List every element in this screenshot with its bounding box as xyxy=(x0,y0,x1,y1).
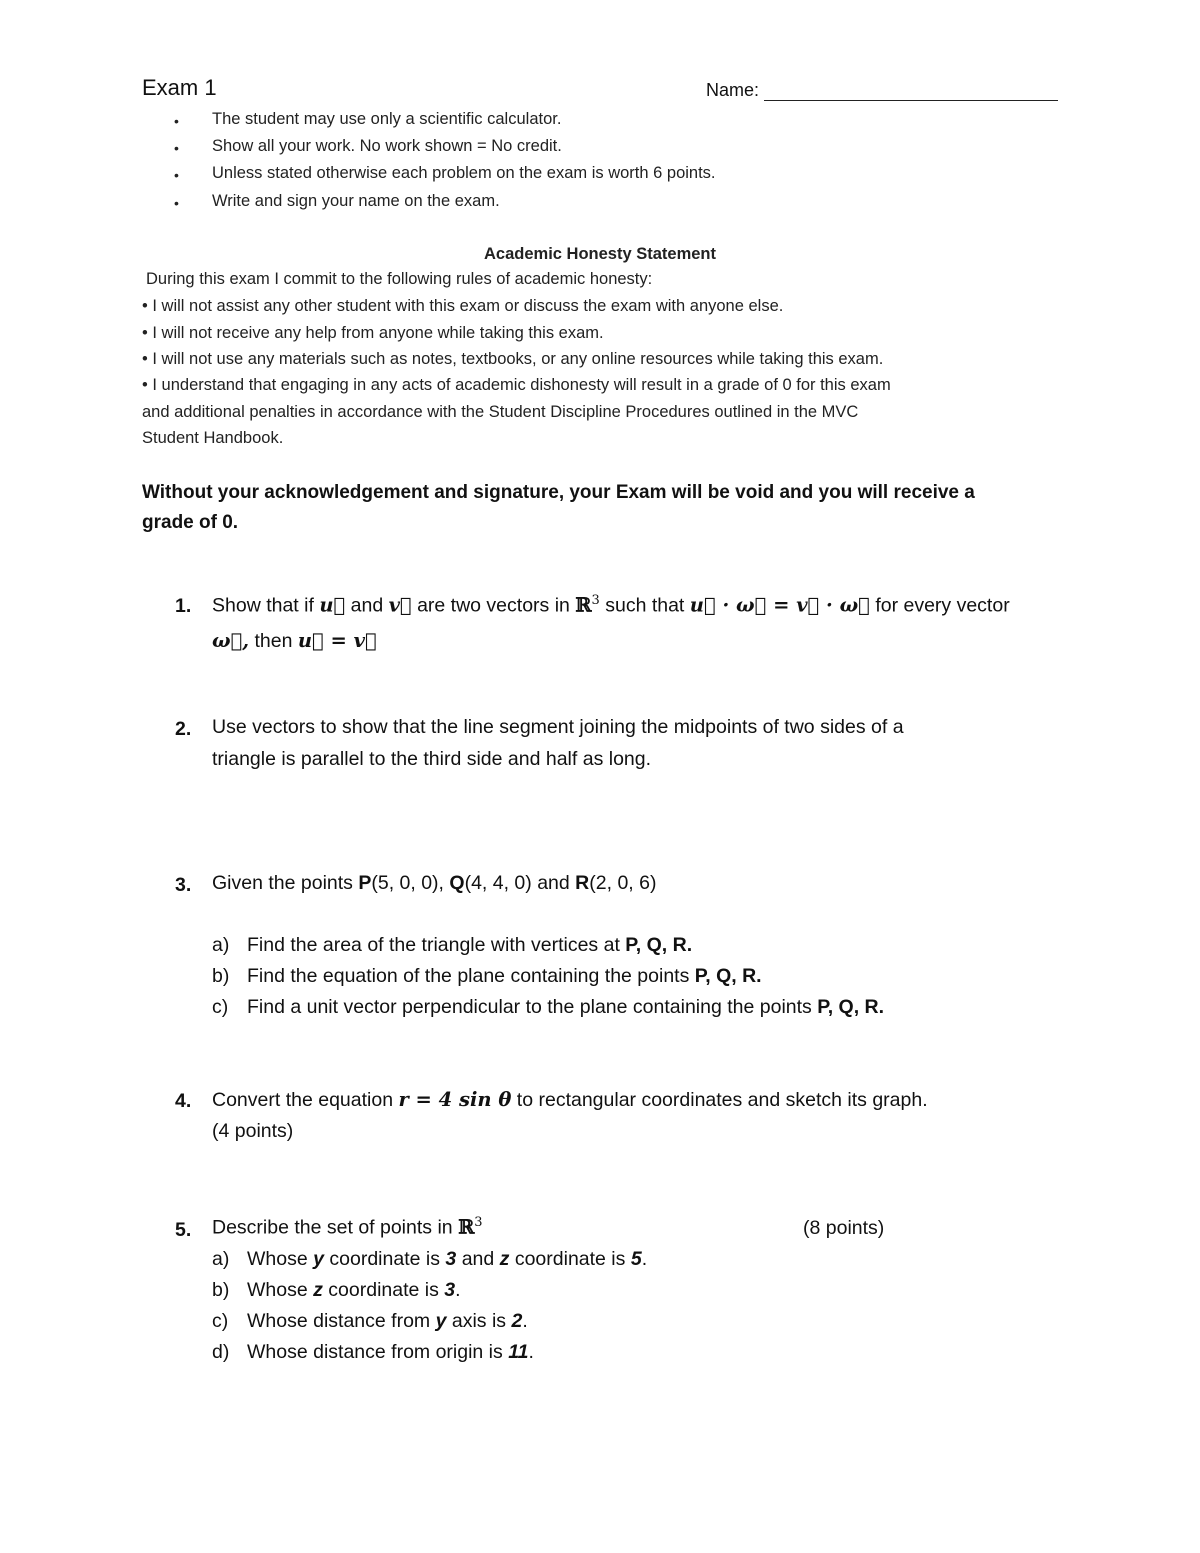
warning-line: grade of 0. xyxy=(142,512,239,533)
subpart-body: Find the equation of the plane containing the points xyxy=(247,965,690,987)
subpart-body: coordinate is xyxy=(514,1248,626,1270)
q3-text: Given the points xyxy=(212,872,353,894)
rule-item: Write and sign your name on the exam. xyxy=(212,192,500,210)
honesty-item-cont: and additional penalties in accordance with the Student Discipline Procedures outlined in the MVC xyxy=(142,403,859,421)
value: 3 xyxy=(445,1248,457,1270)
subpart-body: Find the area of the triangle with vertices at xyxy=(247,934,620,956)
q4-text: to rectangular coordinates and sketch its graph. xyxy=(516,1089,928,1111)
honesty-intro: During this exam I commit to the following rules of academic honesty: xyxy=(146,270,653,288)
q3-text: and xyxy=(537,872,570,894)
dimension: 3 xyxy=(591,593,600,608)
honesty-item xyxy=(142,350,883,369)
period: . xyxy=(528,1341,534,1363)
point-r: R xyxy=(575,872,590,894)
real-space-symbol: ℝ xyxy=(575,593,592,617)
q4-text: Convert the equation xyxy=(212,1089,394,1111)
subpart-label: b) xyxy=(212,1279,230,1301)
honesty-item-cont: Student Handbook. xyxy=(142,429,284,447)
subpart-body: coordinate is xyxy=(329,1248,440,1270)
period: . xyxy=(641,1248,648,1270)
subpart-body: Whose distance from origin is xyxy=(247,1341,503,1363)
rule-item: The student may use only a scientific calculator. xyxy=(212,110,562,128)
subpart-body: Find a unit vector perpendicular to the plane containing the points xyxy=(247,996,812,1018)
question-2-line-1: Use vectors to show that the line segment joining the midpoints of two sides of a xyxy=(212,716,904,738)
point-p-coords: (5, 0, 0), xyxy=(371,872,444,894)
question-number: 4. xyxy=(175,1090,192,1112)
subpart-text xyxy=(247,1310,528,1333)
question-number: 3. xyxy=(175,874,192,896)
subpart-label: b) xyxy=(212,965,230,987)
q1-text: for every vector xyxy=(875,594,1010,617)
point-r-coords: (2, 0, 6) xyxy=(589,872,657,894)
q1-text: and xyxy=(350,594,384,617)
subpart-text xyxy=(247,996,884,1019)
value: 2 xyxy=(511,1310,523,1332)
point-q: Q xyxy=(449,872,465,894)
subpart-text xyxy=(247,1279,461,1302)
question-number: 5. xyxy=(175,1219,192,1241)
real-space-symbol: ℝ xyxy=(458,1215,475,1239)
subpart-body: and xyxy=(461,1248,495,1270)
subpart-label: c) xyxy=(212,996,229,1018)
name-label: Name: xyxy=(706,80,760,100)
point-q-coords: (4, 4, 0) xyxy=(464,872,532,894)
rule-item: Show all your work. No work shown = No credit. xyxy=(212,137,562,155)
question-5-points: (8 points) xyxy=(803,1217,885,1239)
honesty-item xyxy=(142,297,783,316)
honesty-item-text: I understand that engaging in any acts of academic dishonesty will result in a grade of 0 for this exam xyxy=(152,376,891,394)
subpart-points: P, Q, R. xyxy=(694,965,762,987)
question-5-line xyxy=(212,1215,483,1240)
rule-bullet: • xyxy=(174,167,179,183)
subpart-label: a) xyxy=(212,1248,230,1270)
honesty-heading: Academic Honesty Statement xyxy=(484,245,716,263)
polar-equation: r = 4 sin θ xyxy=(398,1088,512,1111)
variable: y xyxy=(435,1310,447,1332)
value: 3 xyxy=(444,1279,456,1301)
subpart-body: Whose xyxy=(247,1248,308,1270)
subpart-text xyxy=(247,1341,534,1364)
value: 5 xyxy=(630,1248,642,1270)
question-1-line-2 xyxy=(212,629,377,653)
rule-bullet: • xyxy=(174,113,179,129)
honesty-item-text: I will not assist any other student with this exam or discuss the exam with anyone else. xyxy=(152,297,784,315)
subpart-body: axis is xyxy=(451,1310,507,1332)
subpart-points: P, Q, R. xyxy=(625,934,693,956)
warning-line: Without your acknowledgement and signature, your Exam will be void and you will receive a xyxy=(142,482,975,503)
subpart-text xyxy=(247,1248,647,1271)
subpart-text xyxy=(247,965,762,988)
subpart-points: P, Q, R. xyxy=(817,996,885,1018)
question-4-line-1 xyxy=(212,1088,928,1112)
subpart-label: a) xyxy=(212,934,230,956)
honesty-item xyxy=(142,376,891,395)
subpart-label: d) xyxy=(212,1341,230,1363)
question-number: 2. xyxy=(175,718,192,740)
subpart-body: Whose xyxy=(247,1279,308,1301)
period: . xyxy=(455,1279,461,1301)
question-2-line-2: triangle is parallel to the third side and half as long. xyxy=(212,748,652,770)
exam-title: Exam 1 xyxy=(142,75,217,100)
period: . xyxy=(522,1310,528,1332)
vector-v: v⃗ xyxy=(388,593,412,617)
subpart-body: Whose distance from xyxy=(247,1310,431,1332)
variable: y xyxy=(313,1248,324,1270)
q1-text: are two vectors in xyxy=(417,594,570,617)
q1-text: such that xyxy=(605,594,685,617)
dimension: 3 xyxy=(474,1215,483,1230)
vector-u: u⃗ xyxy=(319,593,346,617)
q1-text: then xyxy=(254,630,293,652)
name-blank-line[interactable] xyxy=(764,100,1058,101)
rule-item: Unless stated otherwise each problem on the exam is worth 6 points. xyxy=(212,164,716,182)
vector-equality: u⃗ = v⃗ xyxy=(297,629,377,652)
vector-omega: ω⃗, xyxy=(212,629,250,652)
dot-product-equation: u⃗ · ω⃗ = v⃗ · ω⃗ xyxy=(689,593,870,617)
rule-bullet: • xyxy=(174,140,179,156)
honesty-item xyxy=(142,324,604,343)
subpart-label: c) xyxy=(212,1310,229,1332)
variable: z xyxy=(499,1248,510,1270)
question-number: 1. xyxy=(175,595,192,617)
honesty-item-text: I will not receive any help from anyone while taking this exam. xyxy=(152,324,604,342)
honesty-bullet: • xyxy=(142,350,148,368)
value: 11 xyxy=(508,1341,529,1363)
question-3-line xyxy=(212,872,656,895)
subpart-text xyxy=(247,934,692,957)
q1-text: Show that if xyxy=(212,594,314,617)
honesty-bullet: • xyxy=(142,297,148,315)
variable: z xyxy=(313,1279,323,1301)
honesty-item-text: I will not use any materials such as notes, textbooks, or any online resources while taking this exam. xyxy=(152,350,884,368)
honesty-bullet: • xyxy=(142,324,148,342)
point-p: P xyxy=(358,872,372,894)
question-1-line-1 xyxy=(212,593,1010,618)
q5-text: Describe the set of points in xyxy=(212,1216,453,1239)
question-4-points: (4 points) xyxy=(212,1120,294,1142)
rule-bullet: • xyxy=(174,195,179,211)
subpart-body: coordinate is xyxy=(328,1279,439,1301)
honesty-bullet: • xyxy=(142,376,148,394)
